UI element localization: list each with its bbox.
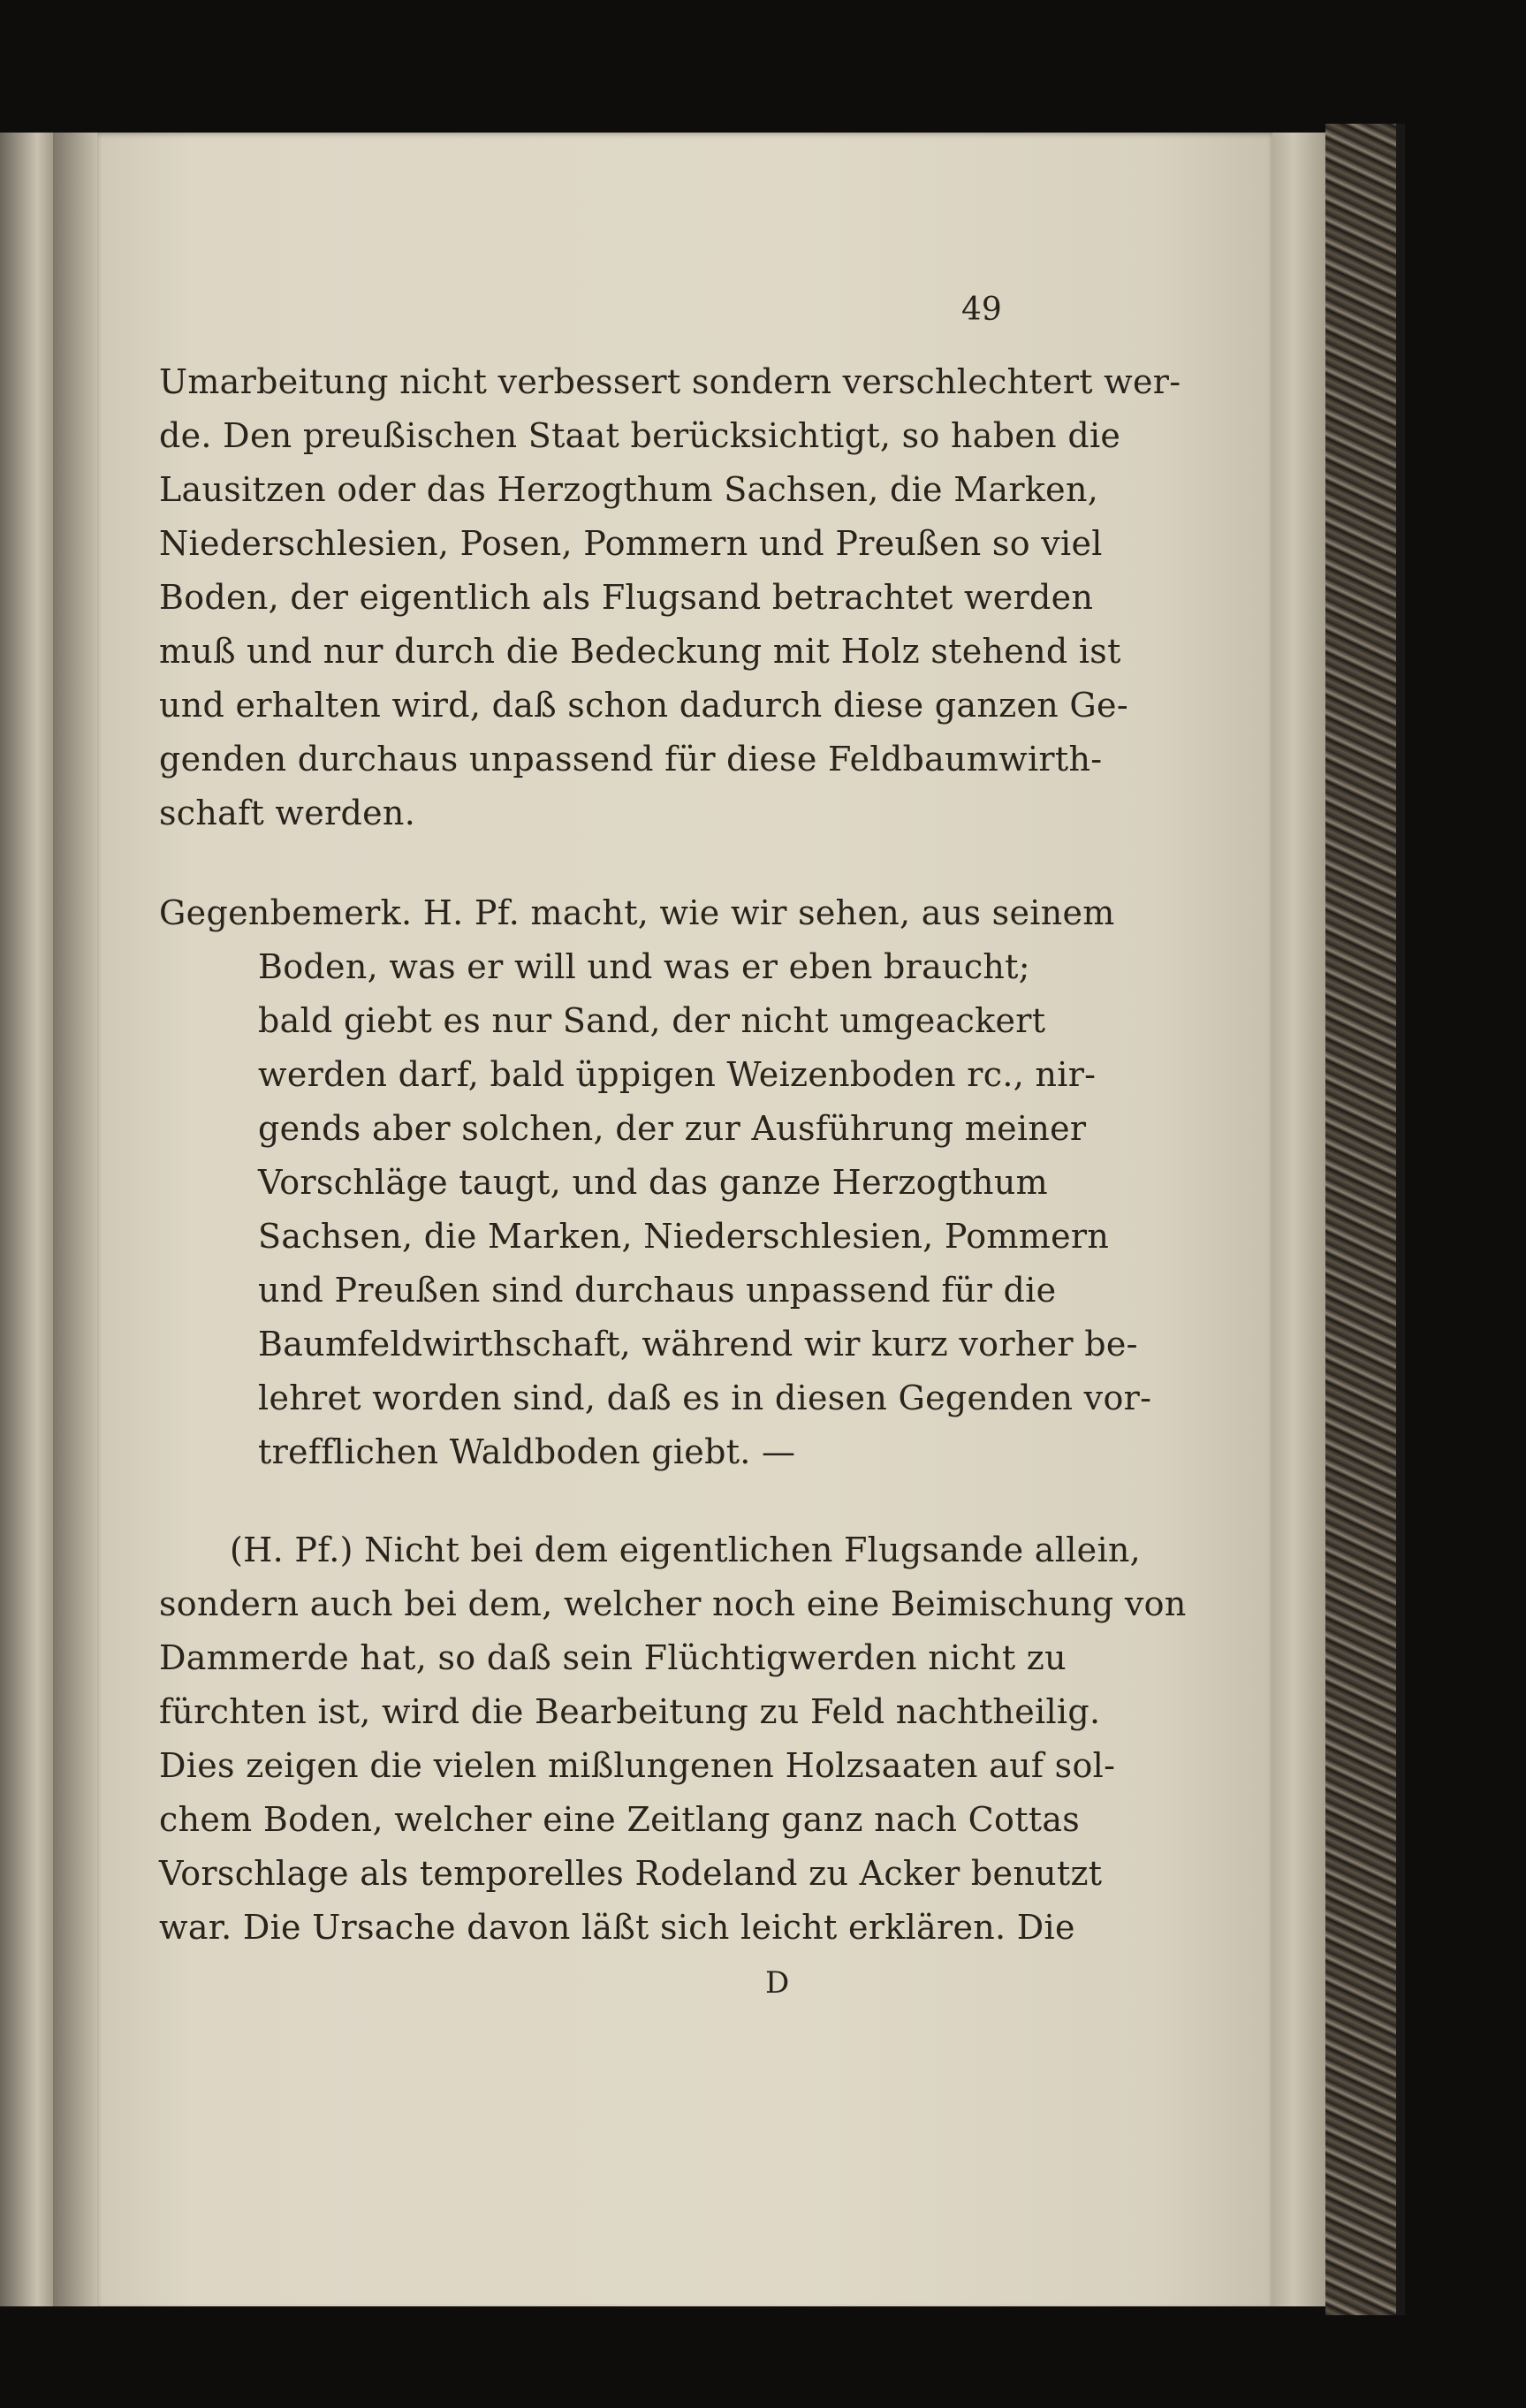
page-number: 49 <box>961 292 1002 328</box>
text-line: de. Den preußischen Staat berücksichtigt, so haben die <box>159 416 1121 455</box>
text-line: und Preußen sind durchaus unpassend für die <box>258 1271 1057 1310</box>
text-line: Vorschlage als temporelles Rodeland zu Acker benutzt <box>159 1854 1103 1893</box>
text-line: gends aber solchen, der zur Ausführung meiner <box>258 1109 1087 1148</box>
cover-edge <box>1396 124 1405 2315</box>
text-line: Baumfeldwirthschaft, während wir kurz vorher be- <box>258 1325 1138 1364</box>
text-line: Dies zeigen die vielen mißlungenen Holzsaaten auf sol- <box>159 1746 1116 1785</box>
text-line: schaft werden. <box>159 794 416 832</box>
text-line: trefflichen Waldboden giebt. — <box>258 1432 796 1471</box>
signature-mark: D <box>765 1965 790 2001</box>
paragraph-3 <box>159 1523 1187 1955</box>
text-line: werden darf, bald üppigen Weizenboden rc., nir- <box>258 1055 1097 1094</box>
text-line: und erhalten wird, daß schon dadurch diese ganzen Ge- <box>159 686 1128 725</box>
text-line: fürchten ist, wird die Bearbeitung zu Feld nachtheilig. <box>159 1692 1101 1731</box>
page-text <box>159 283 1187 1955</box>
paragraph-2 <box>159 886 1152 1479</box>
text-line: lehret worden sind, daß es in diesen Gegenden vor- <box>258 1379 1152 1417</box>
text-line: Gegenbemerk. H. Pf. macht, wie wir sehen, aus seinem <box>159 893 1115 932</box>
text-line: bald giebt es nur Sand, der nicht umgeackert <box>258 1001 1046 1040</box>
text-line: genden durchaus unpassend für diese Feldbaumwirth- <box>159 740 1103 779</box>
text-line: chem Boden, welcher eine Zeitlang ganz nach Cottas <box>159 1800 1081 1839</box>
text-line: war. Die Ursache davon läßt sich leicht erklären. Die <box>159 1908 1075 1947</box>
text-line: Lausitzen oder das Herzogthum Sachsen, die Marken, <box>159 470 1099 509</box>
text-line: Umarbeitung nicht verbessert sondern verschlechtert wer- <box>159 362 1181 401</box>
paragraph-1 <box>159 355 1181 840</box>
text-line: Boden, was er will und was er eben braucht; <box>258 947 1030 986</box>
text-line: Sachsen, die Marken, Niederschlesien, Pommern <box>258 1217 1110 1256</box>
text-line: muß und nur durch die Bedeckung mit Holz stehend ist <box>159 632 1121 671</box>
left-page-edge <box>0 133 53 2306</box>
text-line: sondern auch bei dem, welcher noch eine Beimischung von <box>159 1584 1187 1623</box>
page-stack-edge <box>1272 133 1325 2306</box>
marbled-cover <box>1325 124 1396 2315</box>
text-line: Boden, der eigentlich als Flugsand betrachtet werden <box>159 578 1094 617</box>
text-line: Dammerde hat, so daß sein Flüchtigwerden nicht zu <box>159 1638 1067 1677</box>
book-gutter <box>53 133 97 2306</box>
text-line: (H. Pf.) Nicht bei dem eigentlichen Flugsande allein, <box>230 1531 1142 1569</box>
text-line: Vorschläge taugt, und das ganze Herzogthum <box>258 1163 1048 1202</box>
text-line: Niederschlesien, Posen, Pommern und Preußen so viel <box>159 524 1103 563</box>
